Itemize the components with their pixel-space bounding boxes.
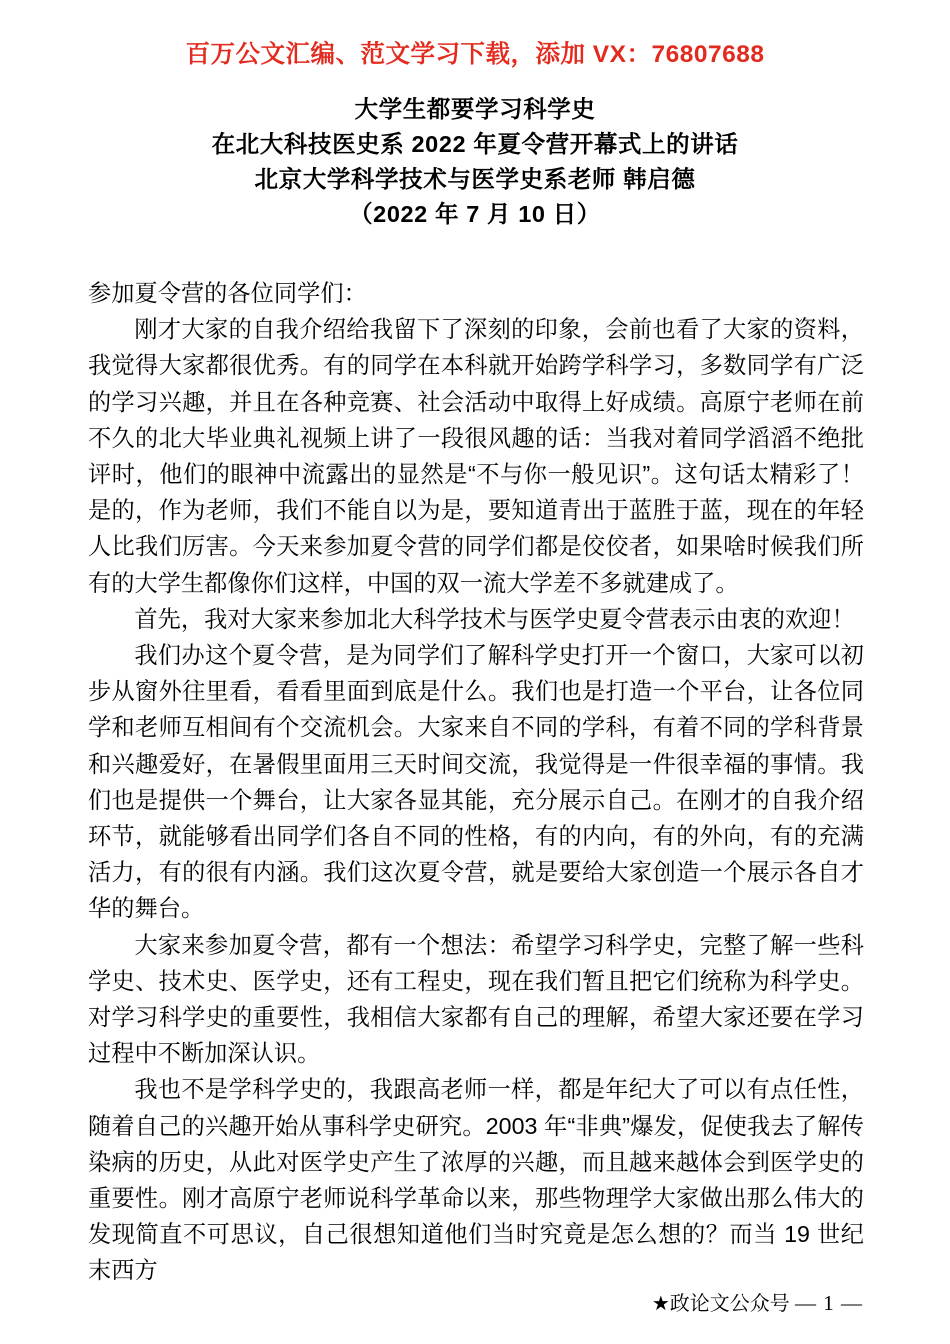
title-line-speaker: 北京大学科学技术与医学史系老师 韩启德: [254, 166, 696, 192]
title-line-date: （2022 年 7 月 10 日）: [349, 201, 601, 227]
title-line-main: 大学生都要学习科学史: [354, 96, 596, 122]
document-body: [88, 275, 864, 1289]
paragraph: 我们办这个夏令营，是为同学们了解科学史打开一个窗口，大家可以初步从窗外往里看，看看里面到底是什么。我们也是打造一个平台，让各位同学和老师互相间有个交流机会。大家来自不同的学科，有着不同的学科背景和兴趣爱好，在暑假里面用三天时间交流，我觉得是一件很幸福的事情。我们也是提供一个舞台，让大家各显其能，充分展示自己。在刚才的自我介绍环节，就能够看出同学们各自不同的性格，有的内向，有的外向，有的充满活力，有的很有内涵。我们这次夏令营，就是要给大家创造一个展示各自才华的舞台。: [88, 642, 864, 922]
promo-banner: 百万公文汇编、范文学习下载，添加 VX：76807688: [185, 41, 765, 68]
publisher-mark: ★政论文公众号: [651, 1293, 790, 1315]
paragraph: 我也不是学科学史的，我跟高老师一样，都是年纪大了可以有点任性，随着自己的兴趣开始从事科学史研究。2003 年“非典”爆发，促使我去了解传染病的历史，从此对医学史产生了浓厚的兴趣，而且越来越体会到医学史的重要性。刚才高原宁老师说科学革命以来，那些物理学大家做出那么伟大的发现简直不可思议，自己很想知道他们当时究竟是怎么想的？而当 19 世纪末西方: [88, 1076, 864, 1284]
dash-left-icon: —: [795, 1291, 816, 1315]
dash-right-icon: —: [841, 1291, 862, 1315]
footer-content: [652, 1288, 862, 1319]
paragraph: 大家来参加夏令营，都有一个想法：希望学习科学史，完整了解一些科学史、技术史、医学史，还有工程史，现在我们暂且把它们统称为科学史。对学习科学史的重要性，我相信大家都有自己的理解，希望大家还要在学习过程中不断加深认识。: [88, 931, 864, 1067]
page-number: 1: [823, 1291, 834, 1315]
title-line-occasion: 在北大科技医史系 2022 年夏令营开幕式上的讲话: [211, 131, 739, 157]
paragraph-salutation: 参加夏令营的各位同学们：: [88, 280, 367, 306]
paragraph: 首先，我对大家来参加北大科学技术与医学史夏令营表示由衷的欢迎！: [134, 605, 855, 632]
page-footer: [0, 1288, 950, 1328]
document-title-block: [0, 92, 950, 232]
paragraph: 刚才大家的自我介绍给我留下了深刻的印象，会前也看了大家的资料，我觉得大家都很优秀。有的同学在本科就开始跨学科学习，多数同学有广泛的学习兴趣，并且在各种竞赛、社会活动中取得上好成绩。高原宁老师在前不久的北大毕业典礼视频上讲了一段很风趣的话：当我对着同学滔滔不绝批评时，他们的眼神中流露出的显然是“不与你一般见识”。这句话太精彩了！是的，作为老师，我们不能自以为是，要知道青出于蓝胜于蓝，现在的年轻人比我们厉害。今天来参加夏令营的同学们都是佼佼者，如果啥时候我们所有的大学生都像你们这样，中国的双一流大学差不多就建成了。: [88, 316, 864, 596]
